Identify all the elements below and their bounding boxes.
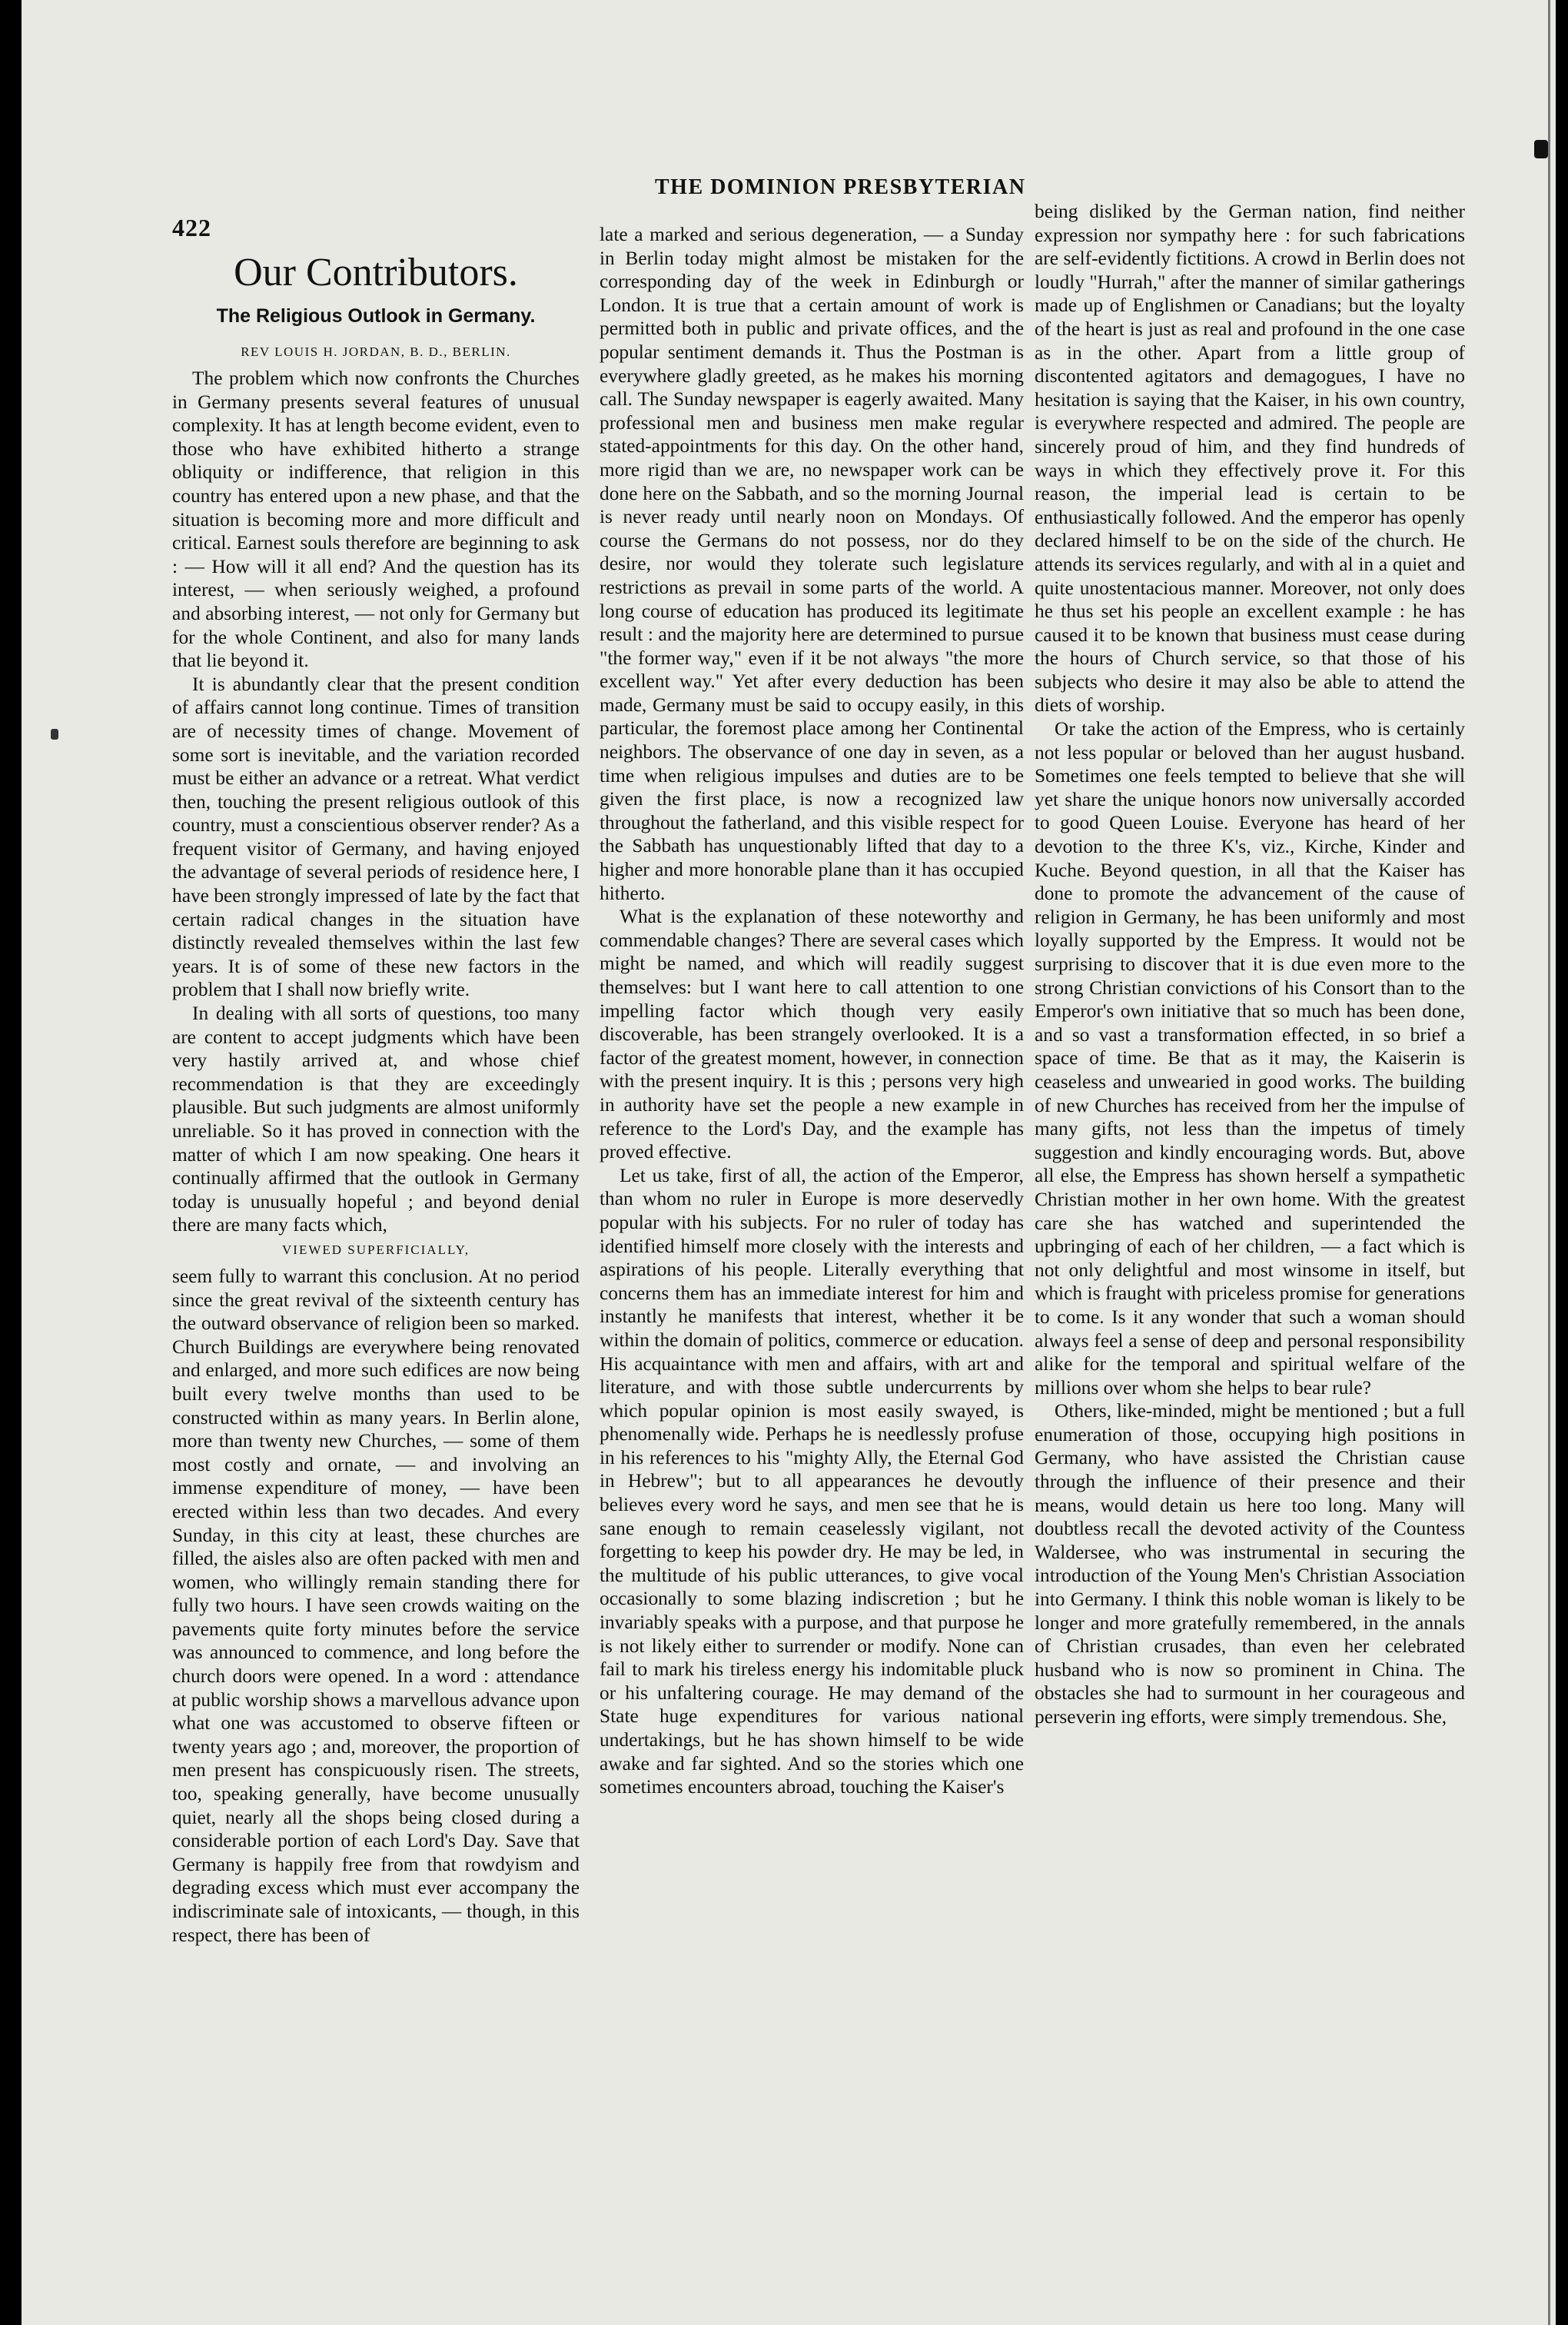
byline: REV LOUIS H. JORDAN, B. D., BERLIN.: [241, 344, 511, 359]
ink-speck: [1534, 140, 1548, 158]
paragraph: Let us take, first of all, the action of the Emperor, than whom no ruler in Europe is more deservedly popular with his subjects. For no ruler of today has identified himself more closely with the interests and aspirations of his people. Literally everything that concerns them has an immediate interest for him and instantly he manifests that interest, whether it be within the domain of politics, commerce or education. His acquaintance with men and affairs, with art and literature, and with those subtle undercurrents by which popular opinion is most easily swayed, is phenomenally wide. Perhaps he is needlessly profuse in his references to his "mighty Ally, the Eternal God in Hebrew"; but to all appearances he devoutly believes every word he says, and men see that he is sane enough to remain ceaselessly vigilant, not forgetting to keep his powder dry. He may be led, in the multitude of his public utterances, to give vocal occasionally to some blazing indiscretion ; but he invariably speaks with a purpose, and that purpose he is not likely either to surrender or modify. None can fail to mark his tireless energy his indomitable pluck or his unfaltering courage. He may demand of the State huge expenditures for various national undertakings, but he has shown himself to be wide awake and far sighted. And so the stories which one sometimes encounters abroad, touching the Kaiser's: [600, 1164, 1024, 1798]
section-title: Our Contributors.: [234, 251, 518, 294]
paragraph: It is abundantly clear that the present condition of affairs cannot long continue. Times of transition are of necessity times of change. Movement of some sort is inevitable, and the variation recorded must be either an advance or a retreat. What verdict then, touching the present religious outlook of this country, must a conscientious observer render? As a frequent visitor of Germany, and having enjoyed the advantage of several periods of residence here, I have been strongly impressed of late by the fact that certain radical changes in the situation have distinctly revealed themselves within the last few years. It is of some of these new factors in the problem that I shall now briefly write.: [172, 673, 580, 1001]
subheading: VIEWED SUPERFICIALLY,: [282, 1242, 470, 1257]
newspaper-page: [22, 0, 1556, 2325]
paragraph: The problem which now confronts the Churches in Germany presents several features of unusual complexity. It has at length become evident, even to those who have exhibited hitherto a strange obliquity or indifference, that religion in this country has entered upon a new phase, and that the situation is becoming more and more difficult and critical. Earnest souls therefore are beginning to ask : — How will it all end? And the question has its interest, — when seriously weighed, a profound and absorbing interest, — not only for Germany but for the whole Continent, and also for many lands that lie beyond it.: [172, 368, 580, 672]
paragraph: being disliked by the German nation, find neither expression nor sympathy here : for such fabrications are self-evidently fictitions. A crowd in Berlin does not loudly "Hurrah," after the manner of similar gatherings made up of Englishmen or Canadians; but the loyalty of the heart is just as real and profound in the one case as in the other. Apart from a little group of discontented agitators and demagogues, I have no hesitation is saying that the Kaiser, in his own country, is everywhere respected and admired. The people are sincerely proud of him, and they find hundreds of ways in which they effectively prove it. For this reason, the imperial lead is certain to be enthusiastically followed. And the emperor has openly declared himself to be on the side of the church. He attends its services regularly, and with al in a quiet and quite unostentacious manner. Moreover, not only does he thus set his people an excellent example : he has caused it to be known that business must cease during the hours of Church service, so that those of his subjects who desire it may also be able to attend the diets of worship.: [1035, 201, 1465, 717]
paragraph: Others, like-minded, might be mentioned ; but a full enumeration of those, occupying high positions in Germany, who have assisted the Christian cause through the influence of their presence and their means, would detain us here too long. Many will doubtless recall the devoted activity of the Countess Waldersee, who was instrumental in securing the introduction of the Young Men's Christian Association into Germany. I think this noble woman is likely to be longer and more gratefully remembered, in the annals of Christian crusades, than even her celebrated husband who is now so prominent in China. The obstacles she had to surmount in her courageous and perseverin ing efforts, were simply tremendous. She,: [1035, 1400, 1465, 1728]
ink-speck: [51, 729, 58, 740]
article-title: The Religious Outlook in Germany.: [216, 305, 536, 327]
column-2: [600, 223, 1024, 1799]
page-edge-line: [1548, 0, 1550, 2325]
page-number: 422: [172, 214, 211, 241]
paragraph: Or take the action of the Empress, who is certainly not less popular or beloved than her august husband. Sometimes one feels tempted to believe that she will yet share the unique honors now universally accorded to good Queen Louise. Everyone has heard of her devotion to the three K's, viz., Kirche, Kinder and Kuche. Beyond question, in all that the Kaiser has done to promote the advancement of the cause of religion in Germany, he has been uniformly and most loyally supported by the Empress. It would not be surprising to discover that it is due even more to the strong Christian convictions of his Consort than to the Emperor's own initiative that so much has been done, and so vast a transformation effected, in so brief a space of time. Be that as it may, the Kaiserin is ceaseless and unwearied in good works. The building of new Churches has received from her the impulse of many gifts, not less than the impetus of timely suggestion and kindly encouraging words. But, above all else, the Empress has shown herself a sympathetic Christian mother in her own home. With the greatest care she has watched and superintended the upbringing of each of her children, — a fact which is not only delightful and most winsome in itself, but which is fraught with priceless promise for generations to come. Is it any wonder that such a woman should always feel a sense of deep and personal responsibility alike for the temporal and spiritual welfare of the millions over whom she helps to bear rule?: [1035, 718, 1465, 1399]
column-1: [172, 250, 580, 1947]
paragraph: seem fully to warrant this conclusion. At no period since the great revival of the sixteenth century has the outward observance of religion been so marked. Church Buildings are everywhere being renovated and enlarged, and more such edifices are now being built every twelve months than used to be constructed within as many years. In Berlin alone, more than twenty new Churches, — some of them most costly and ornate, — and involving an immense expenditure of money, — have been erected within less than two decades. And every Sunday, in this city at least, these churches are filled, the aisles also are often packed with men and women, who willingly remain standing there for fully two hours. I have seen crowds waiting on the pavements quite forty minutes before the service was announced to commence, and long before the church doors were opened. In a word : attendance at public worship shows a marvellous advance upon what one was accustomed to observe fifteen or twenty years ago ; and, moreover, the proportion of men present has conspicuously risen. The streets, too, speaking generally, have become unusually quiet, nearly all the shops being closed during a considerable portion of each Lord's Day. Save that Germany is happily free from that rowdyism and degrading excess which must ever accompany the indiscriminate sale of intoxicants, — though, in this respect, there has been of: [172, 1265, 580, 1946]
running-head: THE DOMINION PRESBYTERIAN: [655, 175, 1026, 199]
paragraph: late a marked and serious degeneration, — a Sunday in Berlin today might almost be mistaken for the corresponding day of the week in Edinburgh or London. It is true that a certain amount of work is permitted both in public and private offices, and the popular sentiment demands it. Thus the Postman is everywhere gladly greeted, as he makes his morning call. The Sunday newspaper is eagerly awaited. Many professional men and business men make regular stated-appointments for this day. On the other hand, more rigid than we are, no newspaper work can be done here on the Sabbath, and so the morning Journal is never ready until nearly noon on Mondays. Of course the Germans do not possess, nor do they desire, nor would they tolerate such legislature restrictions as prevail in some parts of the world. A long course of education has produced its legitimate result : and the majority here are determined to pursue "the former way," even if it be not always "the more excellent way." Yet after every deduction has been made, Germany must be said to occupy easily, in this particular, the foremost place among her Continental neighbors. The observance of one day in seven, as a time when religious impulses and duties are to be given the first place, is now a recognized law throughout the fatherland, and this visible respect for the Sabbath has unquestionably lifted that day to a higher and more honorable plane than it has occupied hitherto.: [600, 224, 1024, 904]
paragraph: What is the explanation of these noteworthy and commendable changes? There are several cases which might be named, and which will readily suggest themselves: but I want here to call attention to one impelling factor which though very easily discoverable, has been strangely overlooked. It is a factor of the greatest moment, however, in connection with the present inquiry. It is this ; persons very high in authority have set the people a new example in reference to the Lord's Day, and the example has proved effective.: [600, 906, 1024, 1163]
paragraph: In dealing with all sorts of questions, too many are content to accept judgments which have been very hastily arrived at, and whose chief recommendation is that they are exceedingly plausible. But such judgments are almost uniformly unreliable. So it has proved in connection with the matter of which I am now speaking. One hears it continually affirmed that the outlook in Germany today is unusually hopeful ; and beyond denial there are many facts which,: [172, 1003, 580, 1236]
column-3: [1035, 200, 1465, 1729]
